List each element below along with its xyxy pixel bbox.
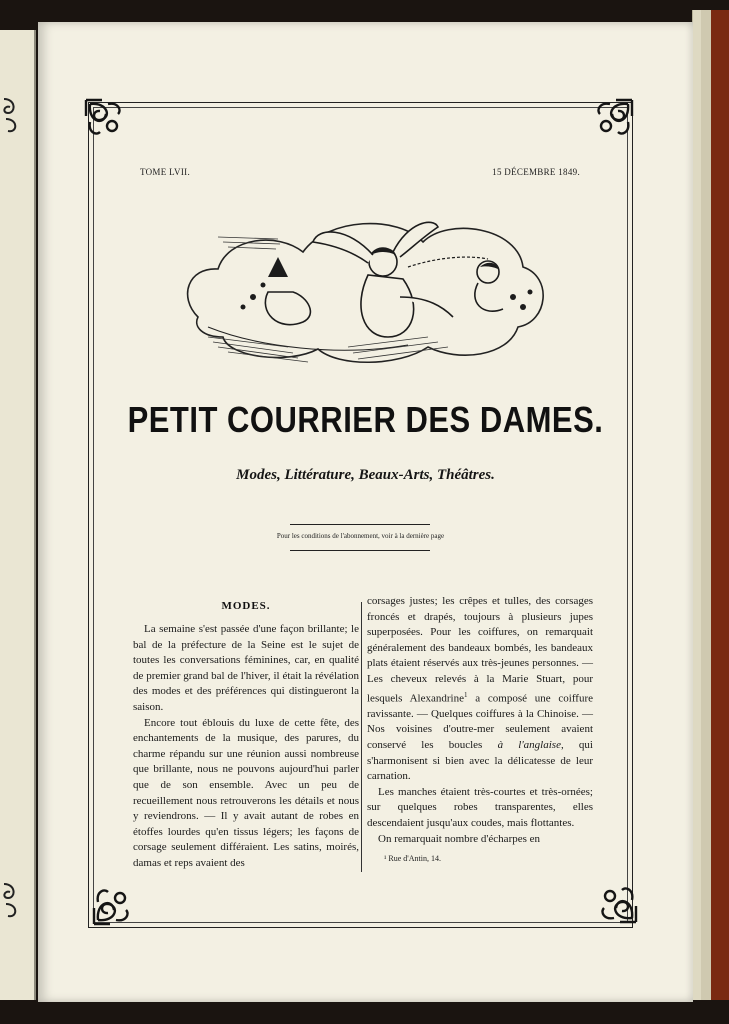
article-column-right bbox=[367, 594, 593, 847]
previous-page-edge bbox=[0, 30, 36, 1000]
column-divider bbox=[361, 602, 362, 872]
paragraph: La semaine s'est passée d'une façon brillante; le bal de la préfecture de la Seine est le sujet de toutes les conversations féminines, car, en qualité de premier grand bal de l'hiver, il était la révélation des modes et des préférences qui distingueront la saison. bbox=[133, 623, 359, 713]
corner-ornament-icon bbox=[590, 96, 636, 142]
section-title: MODES. bbox=[221, 600, 271, 612]
masthead-subtitle: Modes, Littérature, Beaux-Arts, Théâtres. bbox=[236, 467, 495, 483]
paragraph: On remarquait nombre d'écharpes en bbox=[378, 832, 541, 845]
volume-number: TOME LVII. bbox=[140, 167, 190, 177]
paragraph: Les manches étaient très-courtes et très-ornées; sur quelques robes transparentes, elles descendaient jusqu'aux coudes, mais flottantes. bbox=[367, 785, 593, 829]
corner-ornament-icon bbox=[594, 880, 640, 926]
paragraph: corsages justes; les crêpes et tulles, des corsages froncés et drapés, toujours à plusieurs jupes superposées. Pour les coiffures, on remarquait généralement des bandeaux bombés, les bandeaux plats étaient réservés aux très-jeunes personnes. — Les cheveux relevés à la Marie Stuart, pour lesquels Alexandrine$^1$ a composé une coiffure ravissante. — Quelques coiffures à la Chinoise. — Nos voisines d'outre-mer seulement avaient conservé les boucles à l'anglaise, qui s'harmonisent si bien avec la délicatesse de leur carnation. bbox=[367, 595, 593, 783]
paragraph: Encore tout éblouis du luxe de cette fête, des enchantements de la musique, des parures, du charme répandu sur une réunion aussi nombreuse que brillante, nous ne pouvons aujourd'hui parler que de son ensemble. Avec un peu de recueillement nous retrouverons les détails et nous y reviendrons. — Il y avait autant de robes en étoffes lourdes qu'en tissus légers; les façons de corsage seulement différaient. Les satins, moirés, damas et reps avaient des bbox=[133, 716, 359, 869]
subscription-notice: Pour les conditions de l'abonnement, voir à la dernière page bbox=[276, 532, 445, 540]
divider-rule bbox=[290, 550, 430, 551]
corner-ornament-icon bbox=[82, 96, 128, 142]
cherubs-vignette-illustration bbox=[168, 197, 553, 382]
newspaper-page bbox=[38, 22, 693, 1002]
scroll-ornament-icon bbox=[2, 880, 20, 920]
corner-ornament-icon bbox=[90, 882, 136, 928]
page-stack-edge bbox=[692, 10, 701, 1000]
footnote: ¹ Rue d'Antin, 14. bbox=[384, 854, 441, 863]
article-column-left bbox=[133, 622, 359, 872]
divider-rule bbox=[290, 524, 430, 525]
footnote-marker: 1 bbox=[463, 690, 468, 699]
masthead-title: PETIT COURRIER DES DAMES. bbox=[127, 398, 604, 441]
issue-date: 15 DÉCEMBRE 1849. bbox=[492, 167, 580, 177]
scroll-ornament-icon bbox=[2, 95, 20, 135]
